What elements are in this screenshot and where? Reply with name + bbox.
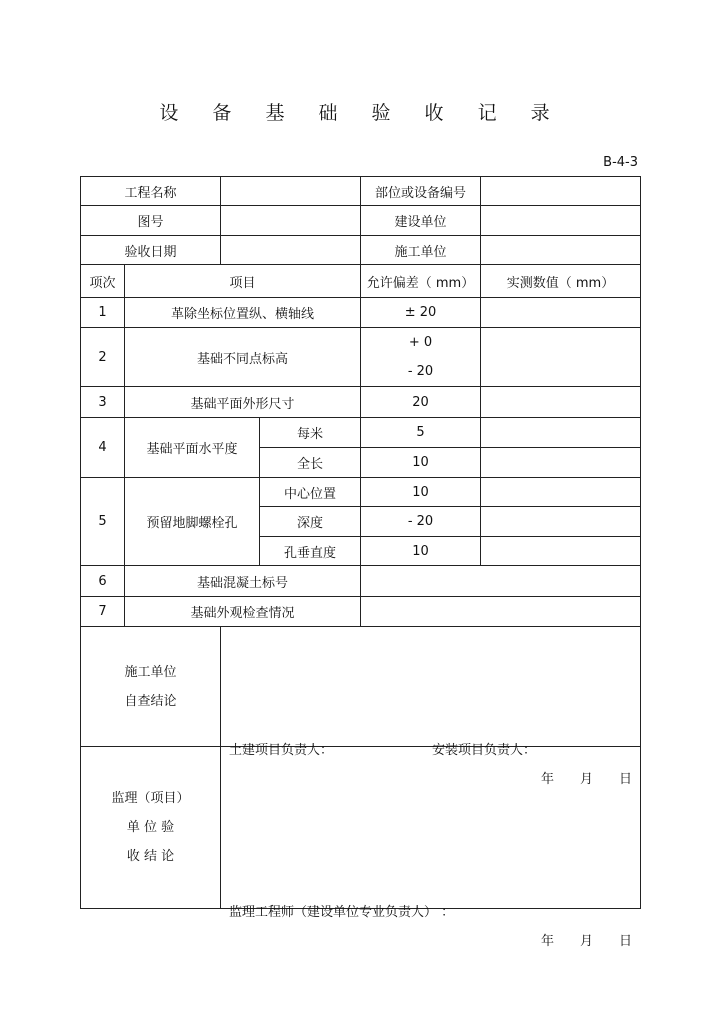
table-row [81,387,641,418]
row-measured[interactable] [481,507,641,537]
location-value[interactable] [481,177,641,206]
date-year: 年 [540,933,554,949]
table-row [81,328,641,387]
row-measured[interactable] [481,478,641,507]
row-item: 基础平面外形尺寸 [125,387,361,418]
row-value[interactable] [361,597,641,627]
supervision-date [515,930,632,949]
row-measured[interactable] [481,328,641,387]
row-measured[interactable] [481,298,641,328]
header-row-drawing [81,206,641,236]
column-header-row [81,265,641,298]
row-subitem: 中心位置 [260,478,361,507]
table-row [81,298,641,328]
row-item: 预留地脚螺栓孔 [125,478,260,566]
acceptance-table [80,176,641,949]
location-label: 部位或设备编号 [361,177,481,206]
date-day: 日 [618,933,632,949]
row-tolerance: ± 20 [361,298,481,328]
row-tolerance: 5 [361,418,481,448]
row-tolerance: 20 [361,387,481,418]
row-no: 1 [81,298,125,328]
table-row [81,566,641,597]
contractor-date [515,768,632,787]
supervision-label-line1: 监理（项目） [111,791,190,806]
row-no: 3 [81,387,125,418]
tolerance-upper: + 0 [408,335,433,350]
row-measured[interactable] [481,387,641,418]
row-tolerance: 10 [361,478,481,507]
header-row-date [81,236,641,265]
row-tolerance [361,328,481,387]
row-subitem: 深度 [260,507,361,537]
project-name-value[interactable] [221,177,361,206]
row-item: 基础外观检查情况 [125,597,361,627]
date-month: 月 [579,771,593,787]
col-no-header: 项次 [81,265,125,298]
row-subitem: 每米 [260,418,361,448]
table-row [81,418,641,448]
row-item: 基础不同点标高 [125,328,361,387]
civil-manager-label: 土建项目负责人： [229,742,334,758]
date-year: 年 [540,771,554,787]
row-tolerance: - 20 [361,507,481,537]
builder-value[interactable] [481,206,641,236]
contractor-label: 施工单位 [361,236,481,265]
row-subitem: 孔垂直度 [260,537,361,566]
table-row [81,597,641,627]
contractor-check-label [81,627,221,747]
row-tolerance: 10 [361,448,481,478]
supervision-label-line3: 收 结 论 [126,849,175,864]
supervision-label [81,747,221,909]
row-item: 基础平面水平度 [125,418,260,478]
row-no: 5 [81,478,125,566]
row-no: 6 [81,566,125,597]
drawing-no-value[interactable] [221,206,361,236]
row-item: 革除坐标位置纵、横轴线 [125,298,361,328]
col-tolerance-header: 允许偏差（ mm） [361,265,481,298]
date-month: 月 [579,933,593,949]
contractor-check-content[interactable] [221,627,641,787]
contractor-value[interactable] [481,236,641,265]
header-row-project [81,177,641,206]
row-measured[interactable] [481,448,641,478]
row-measured[interactable] [481,418,641,448]
contractor-check-row [81,627,641,747]
row-subitem: 全长 [260,448,361,478]
acceptance-date-label: 验收日期 [81,236,221,265]
date-day: 日 [618,771,632,787]
contractor-check-label-line1: 施工单位 [124,664,177,680]
col-measured-header: 实测数值（ mm） [481,265,641,298]
table-row [81,478,641,507]
row-no: 4 [81,418,125,478]
row-no: 7 [81,597,125,627]
install-manager-label: 安装项目负责人： [432,742,537,758]
tolerance-lower: - 20 [407,364,434,379]
supervision-engineer-label: 监理工程师（建设单位专业负责人） ： [229,904,455,920]
document-title: 设 备 基 础 验 收 记 录 [159,102,564,124]
row-measured[interactable] [481,537,641,566]
row-item: 基础混凝土标号 [125,566,361,597]
drawing-no-label: 图号 [81,206,221,236]
acceptance-date-value[interactable] [221,236,361,265]
project-name-label: 工程名称 [81,177,221,206]
form-code: B-4-3 [603,155,638,170]
row-no: 2 [81,328,125,387]
row-value[interactable] [361,566,641,597]
row-tolerance: 10 [361,537,481,566]
supervision-label-line2: 单 位 验 [126,820,175,835]
acceptance-form [80,176,641,949]
builder-label: 建设单位 [361,206,481,236]
contractor-check-label-line2: 自查结论 [124,693,177,709]
col-item-header: 项目 [125,265,361,298]
